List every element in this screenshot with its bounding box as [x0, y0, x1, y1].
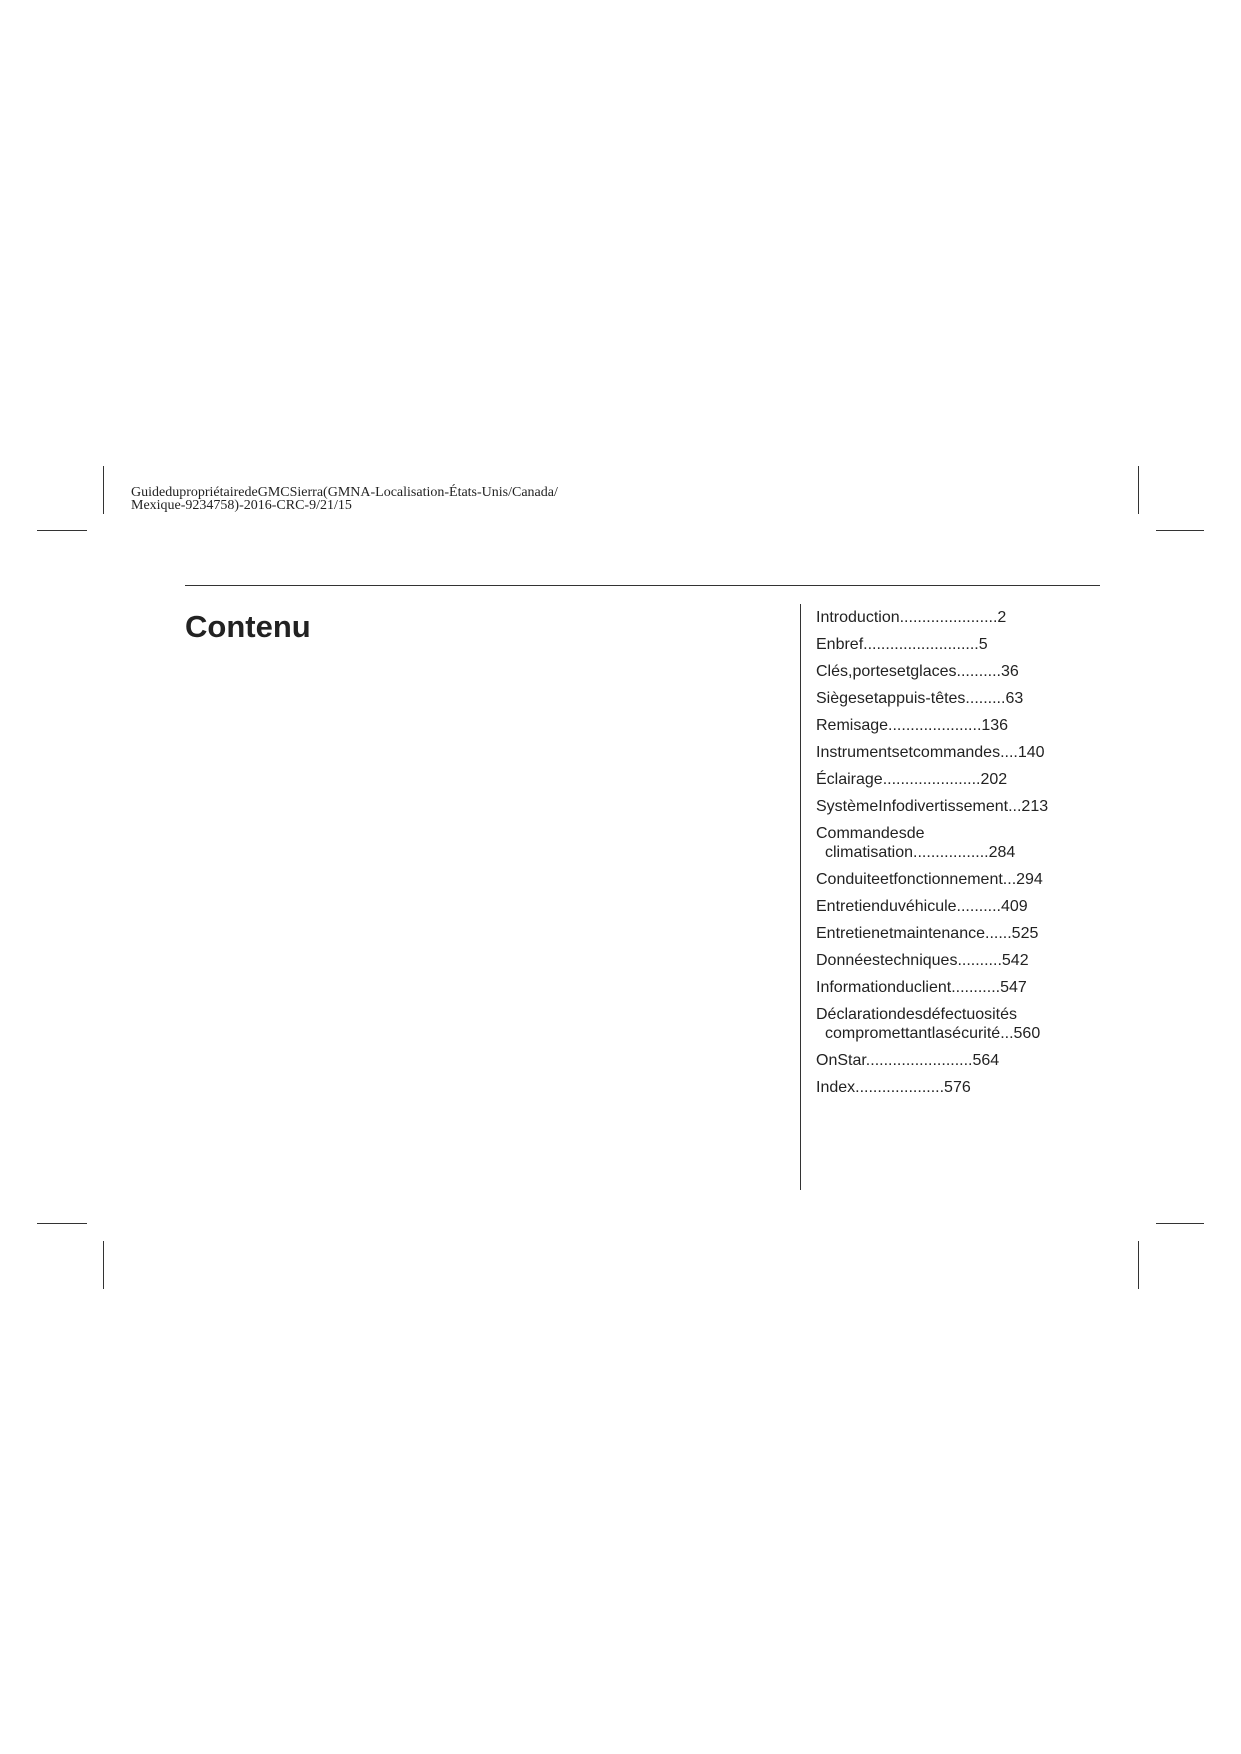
crop-mark-top-right-vertical — [1138, 466, 1139, 514]
toc-item-label: Instrumentsetcommandes....140 — [816, 744, 1045, 761]
header-line-2: Mexique-9234758)-2016-CRC-9/21/15 — [131, 498, 352, 513]
toc-item-label: Siègesetappuis-têtes.........63 — [816, 690, 1024, 707]
crop-mark-bottom-left-horizontal — [37, 1223, 87, 1224]
toc-item-label: Donnéestechniques..........542 — [816, 952, 1029, 969]
toc-item-remisage[interactable] — [816, 716, 1116, 735]
toc-item-label: Remisage.....................136 — [816, 717, 1009, 734]
toc-item-cles-portes-glaces[interactable] — [816, 662, 1116, 681]
toc-item-label: Enbref..........................5 — [816, 636, 988, 653]
toc-item-label: Déclarationdesdéfectuosités — [816, 1006, 1018, 1023]
toc-item-introduction[interactable] — [816, 608, 1116, 627]
toc-item-label: Introduction......................2 — [816, 609, 1007, 626]
toc-item-label: SystèmeInfodivertissement...213 — [816, 798, 1049, 815]
toc-item-label: Entretienetmaintenance......525 — [816, 925, 1039, 942]
toc-item-eclairage[interactable] — [816, 770, 1116, 789]
toc-item-commandes-climatisation[interactable] — [816, 824, 1116, 862]
toc-item-index[interactable] — [816, 1078, 1116, 1097]
toc-item-instruments-commandes[interactable] — [816, 743, 1116, 762]
toc-item-declaration-defectuosites[interactable] — [816, 1005, 1116, 1043]
toc-item-sieges-appuis-tetes[interactable] — [816, 689, 1116, 708]
top-rule — [185, 585, 1100, 586]
page-title: Contenu — [185, 609, 311, 644]
crop-mark-top-left-horizontal — [37, 530, 87, 531]
toc-item-label: Conduiteetfonctionnement...294 — [816, 871, 1043, 888]
toc-item-entretien-maintenance[interactable] — [816, 924, 1116, 943]
crop-mark-bottom-left-vertical — [103, 1241, 104, 1289]
toc-item-label: Entretienduvéhicule..........409 — [816, 898, 1028, 915]
toc-item-entretien-vehicule[interactable] — [816, 897, 1116, 916]
toc-item-information-client[interactable] — [816, 978, 1116, 997]
toc-item-conduite-fonctionnement[interactable] — [816, 870, 1116, 889]
table-of-contents — [816, 608, 1116, 1105]
toc-item-label: Informationduclient...........547 — [816, 979, 1027, 996]
toc-item-label-continued: compromettantlasécurité...560 — [825, 1025, 1041, 1042]
crop-mark-top-right-horizontal — [1156, 530, 1204, 531]
crop-mark-bottom-right-vertical — [1138, 1241, 1139, 1289]
toc-divider — [800, 604, 801, 1190]
toc-item-onstar[interactable] — [816, 1051, 1116, 1070]
toc-item-label-continued: climatisation.................284 — [825, 844, 1016, 861]
crop-mark-bottom-right-horizontal — [1156, 1223, 1204, 1224]
toc-item-en-bref[interactable] — [816, 635, 1116, 654]
toc-item-donnees-techniques[interactable] — [816, 951, 1116, 970]
crop-mark-top-left-vertical — [103, 466, 104, 514]
toc-item-label: OnStar........................564 — [816, 1052, 1000, 1069]
toc-item-label: Clés,portesetglaces..........36 — [816, 663, 1019, 680]
toc-item-label: Éclairage......................202 — [816, 771, 1008, 788]
toc-item-label: Commandesde — [816, 825, 925, 842]
toc-item-label: Index....................576 — [816, 1079, 971, 1096]
toc-item-systeme-infodivertissement[interactable] — [816, 797, 1116, 816]
header-line-1: GuidedupropriétairedeGMCSierra(GMNA-Localisation-États-Unis/Canada/ — [131, 485, 558, 500]
